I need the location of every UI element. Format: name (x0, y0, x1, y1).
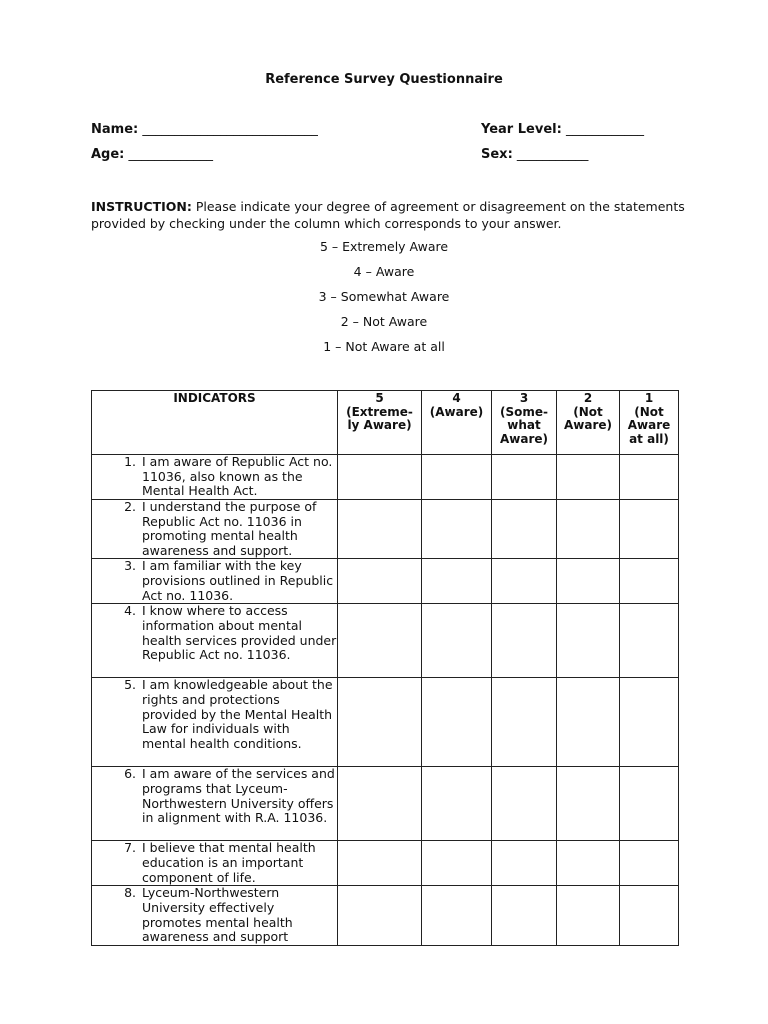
rating-cell-3[interactable] (492, 841, 557, 886)
instruction-label: INSTRUCTION: (91, 199, 192, 214)
rating-cell-5[interactable] (338, 767, 422, 841)
rating-cell-1[interactable] (620, 841, 679, 886)
indicator-text: I believe that mental health education is an important component of life. (142, 840, 316, 885)
table-row (92, 767, 679, 841)
age-line[interactable]: _____________ (128, 147, 214, 162)
table-header-row (92, 391, 679, 455)
table-row (92, 559, 679, 604)
indicator-cell (92, 604, 338, 678)
indicator-cell (92, 455, 338, 500)
table-row (92, 841, 679, 886)
year-level-line[interactable]: ____________ (565, 122, 644, 137)
table-row (92, 604, 679, 678)
rating-cell-5[interactable] (338, 841, 422, 886)
rating-cell-1[interactable] (620, 559, 679, 604)
rating-cell-4[interactable] (422, 841, 492, 886)
indicator-number: 4. (124, 603, 136, 619)
table-row (92, 886, 679, 945)
rating-cell-3[interactable] (492, 678, 557, 767)
rating-cell-5[interactable] (338, 500, 422, 559)
instruction-text: Please indicate your degree of agreement or disagreement on the statements provided by checking under the column which corresponds to your answer. (91, 199, 685, 231)
header-not-aware-at-all: 1 (Not Aware at all) (620, 391, 679, 455)
rating-cell-2[interactable] (557, 604, 620, 678)
table-row (92, 500, 679, 559)
rating-cell-5[interactable] (338, 604, 422, 678)
page-title: Reference Survey Questionnaire (265, 72, 503, 87)
name-field[interactable] (91, 122, 318, 137)
header-extremely-aware: 5 (Extreme- ly Aware) (338, 391, 422, 455)
indicator-cell (92, 559, 338, 604)
rating-cell-4[interactable] (422, 559, 492, 604)
rating-cell-3[interactable] (492, 604, 557, 678)
sex-field[interactable] (481, 147, 588, 162)
rating-cell-3[interactable] (492, 559, 557, 604)
rating-cell-3[interactable] (492, 886, 557, 945)
rating-cell-2[interactable] (557, 559, 620, 604)
rating-cell-3[interactable] (492, 500, 557, 559)
rating-cell-5[interactable] (338, 559, 422, 604)
rating-cell-2[interactable] (557, 767, 620, 841)
rating-cell-4[interactable] (422, 678, 492, 767)
age-label: Age: (91, 147, 125, 162)
rating-cell-2[interactable] (557, 841, 620, 886)
scale-item-1: 1 – Not Aware at all (323, 339, 445, 354)
indicator-number: 7. (124, 840, 136, 856)
scale-item-4: 4 – Aware (353, 264, 415, 279)
header-indicators: INDICATORS (92, 391, 338, 455)
rating-cell-1[interactable] (620, 767, 679, 841)
indicator-text: I understand the purpose of Republic Act no. 11036 in promoting mental health awareness and support. (142, 499, 317, 558)
name-label: Name: (91, 122, 139, 137)
rating-cell-1[interactable] (620, 604, 679, 678)
indicator-number: 2. (124, 499, 136, 514)
table-row (92, 678, 679, 767)
indicator-text: I am aware of the services and programs that Lyceum-Northwestern University offers in alignment with R.A. 11036. (142, 766, 335, 826)
name-line[interactable]: ___________________________ (142, 122, 318, 137)
instruction-paragraph (91, 198, 691, 232)
indicator-number: 8. (124, 885, 136, 901)
indicator-cell (92, 678, 338, 767)
rating-cell-1[interactable] (620, 500, 679, 559)
rating-cell-1[interactable] (620, 886, 679, 945)
rating-cell-2[interactable] (557, 500, 620, 559)
year-level-field[interactable] (481, 122, 644, 137)
indicator-text: I know where to access information about mental health services provided under Republic Act no. 11036. (142, 603, 337, 663)
indicator-text: Lyceum-Northwestern University effectively promotes mental health awareness and support (142, 885, 293, 945)
rating-cell-4[interactable] (422, 767, 492, 841)
indicator-number: 1. (124, 454, 136, 469)
header-not-aware: 2 (Not Aware) (557, 391, 620, 455)
scale-item-3: 3 – Somewhat Aware (318, 289, 450, 304)
table-row (92, 455, 679, 500)
rating-cell-5[interactable] (338, 886, 422, 945)
indicator-cell (92, 767, 338, 841)
indicator-text: I am aware of Republic Act no. 11036, also known as the Mental Health Act. (142, 454, 333, 499)
sex-label: Sex: (481, 147, 513, 162)
indicator-cell (92, 886, 338, 945)
rating-cell-4[interactable] (422, 604, 492, 678)
rating-cell-2[interactable] (557, 455, 620, 500)
indicator-number: 6. (124, 766, 136, 782)
sex-line[interactable]: ___________ (516, 147, 589, 162)
rating-cell-2[interactable] (557, 678, 620, 767)
rating-cell-1[interactable] (620, 455, 679, 500)
rating-cell-4[interactable] (422, 886, 492, 945)
age-field[interactable] (91, 147, 213, 162)
indicator-cell (92, 841, 338, 886)
rating-cell-5[interactable] (338, 678, 422, 767)
indicator-number: 5. (124, 677, 136, 693)
header-somewhat-aware: 3 (Some- what Aware) (492, 391, 557, 455)
indicator-number: 3. (124, 558, 136, 574)
indicator-cell (92, 500, 338, 559)
scale-item-2: 2 – Not Aware (340, 314, 428, 329)
header-aware: 4 (Aware) (422, 391, 492, 455)
rating-cell-1[interactable] (620, 678, 679, 767)
indicator-text: I am familiar with the key provisions outlined in Republic Act no. 11036. (142, 558, 334, 603)
rating-cell-5[interactable] (338, 455, 422, 500)
rating-cell-4[interactable] (422, 500, 492, 559)
scale-item-5: 5 – Extremely Aware (319, 239, 449, 254)
survey-table (91, 390, 679, 946)
rating-cell-4[interactable] (422, 455, 492, 500)
indicator-text: I am knowledgeable about the rights and protections provided by the Mental Health Law for individuals with mental health conditions. (142, 677, 333, 751)
rating-cell-2[interactable] (557, 886, 620, 945)
rating-cell-3[interactable] (492, 767, 557, 841)
rating-cell-3[interactable] (492, 455, 557, 500)
year-level-label: Year Level: (481, 122, 562, 137)
